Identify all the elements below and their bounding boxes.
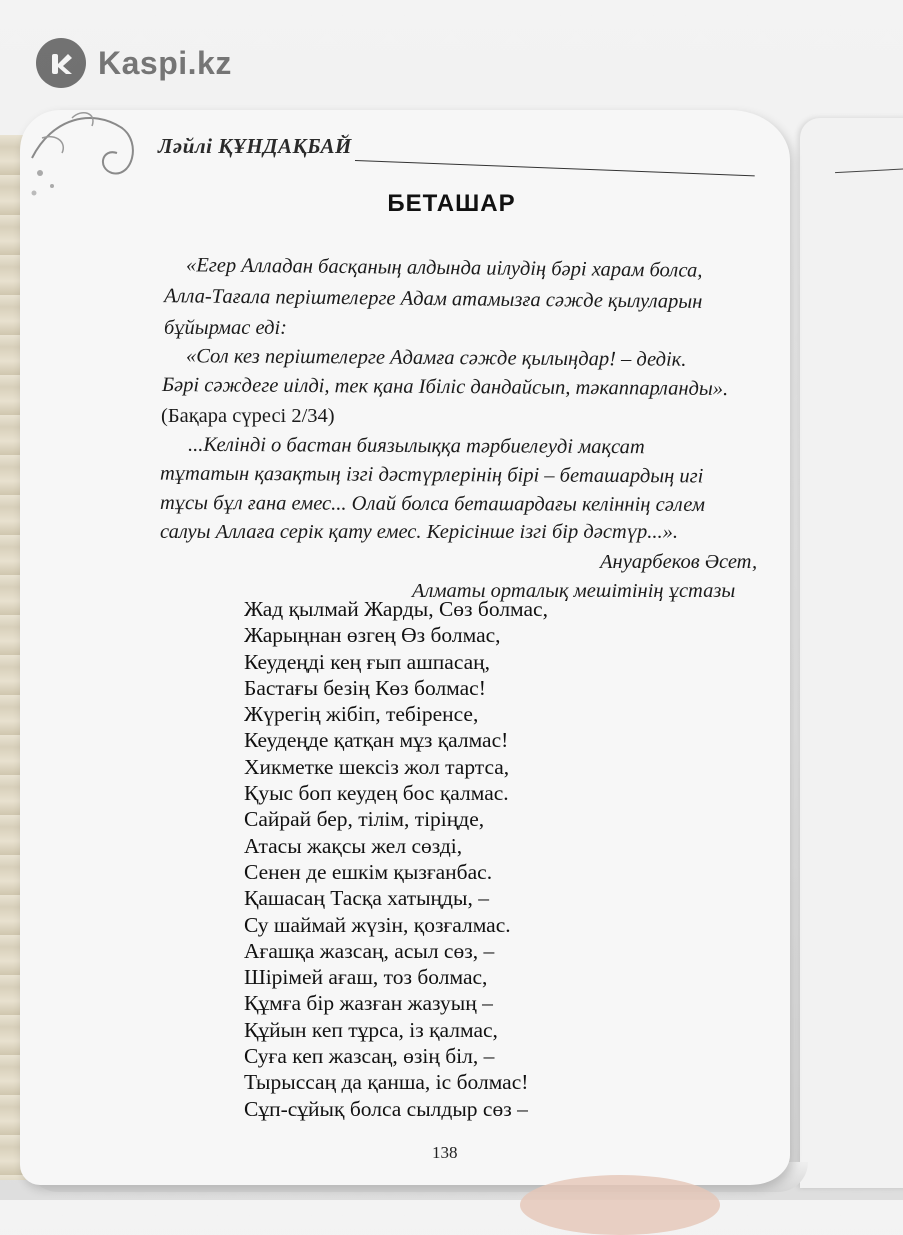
poem-line: Кеудеңде қатқан мұз қалмас! (244, 728, 509, 753)
poem-line: Хикметке шексіз жол тартса, (244, 754, 510, 779)
epigraph-author: Ануарбеков Әсет, (600, 551, 758, 573)
epigraph-line: «Сол кез періштелерге Адамға сәжде қылыңдар! – дедік. (185, 345, 687, 371)
epigraph-line: бұйырмас еді: (164, 317, 287, 339)
poem-line: Сенен де ешкім қызғанбас. (244, 859, 493, 884)
poem-line: Құйын кеп тұрса, із қалмас, (244, 1017, 498, 1042)
poem-line: Сұп-сұйық болса сылдыр сөз – (244, 1096, 528, 1121)
poem-line: Шірімей ағаш, тоз болмас, (244, 965, 488, 990)
running-header-author: Ләйлі ҚҰНДАҚБАЙ (158, 134, 352, 158)
page-number: 138 (432, 1143, 458, 1162)
epigraph-line: тұтатын қазақтың ізгі дәстүрлерінің бірі – беташардың игі (159, 462, 704, 488)
poem-line: Құмға бір жазған жазуың – (244, 991, 493, 1016)
poem-line: Суға кеп жазсаң, өзің біл, – (244, 1044, 495, 1069)
poem-line: Қуыс боп кеудең бос қалмас. (244, 781, 509, 806)
poem-line: Қашасаң Тасқа хатыңды, – (244, 886, 489, 911)
poem (244, 596, 548, 1122)
epigraph-line: ...Келінді о бастан биязылыққа тәрбиелеуді мақсат (187, 433, 645, 459)
poem-line: Жад қылмай Жарды, Сөз болмас, (244, 597, 548, 621)
kaspi-watermark (36, 38, 232, 88)
poem-line: Жарыңнан өзгең Өз болмас, (244, 623, 501, 648)
floral-ornament (22, 98, 162, 208)
epigraph-author-title: Алматы орталық мешітінің ұстазы (412, 580, 736, 602)
poem-line: Ағашқа жазсаң, асыл сөз, – (244, 938, 495, 963)
epigraph-line: Бәрі сәждеге иілді, тек қана Ібіліс дандайсып, тәкаппарланды». (161, 374, 729, 400)
poem-line: Атасы жақсы жел сөзді, (244, 833, 463, 858)
poem-line: Сайрай бер, тілім, тірiңде, (244, 807, 485, 832)
poem-line: Тырыссаң да қанша, іс болмас! (244, 1070, 529, 1095)
epigraph-line: салуы Аллаға серік қату емес. Керісінше ізгі бір дәстүр...». (160, 521, 678, 543)
watermark-text: Kaspi.kz (98, 44, 232, 81)
kaspi-logo-icon (36, 38, 86, 88)
finger-tip (520, 1175, 720, 1235)
epigraph-source: (Бақара сүресі 2/34) (161, 405, 335, 427)
epigraph-line: «Егер Алладан басқаның алдында иілудің бәрі харам болса, (185, 254, 703, 282)
epigraph-line: Алла-Тағала періштелерге Адам атамызға сәжде қылуларын (163, 285, 703, 313)
poem-line: Су шаймай жүзін, қозғалмас. (244, 912, 511, 937)
poem-line: Бастағы безің Көз болмас! (244, 675, 486, 700)
epigraph-line: тұсы бұл ғана емес... Олай болса беташардағы келіннің сәлем (159, 492, 705, 516)
poem-line: Жүрегің жібіп, тебіренсе, (244, 702, 479, 727)
right-page (800, 118, 903, 1188)
chapter-title: БЕТАШАР (387, 190, 516, 217)
poem-line: Кеудеңді кең ғып ашпасаң, (244, 649, 491, 674)
